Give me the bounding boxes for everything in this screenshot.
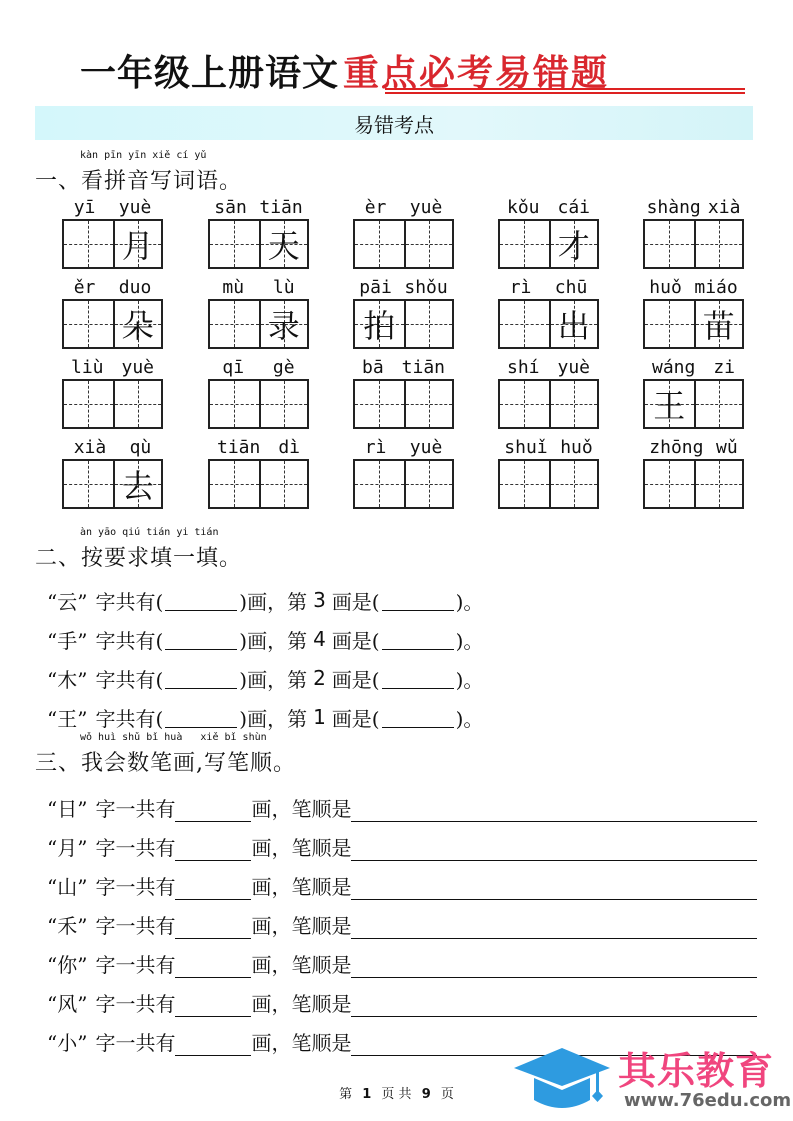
cell-character bbox=[210, 461, 259, 507]
stroke-order-item bbox=[47, 829, 757, 861]
pinyin-word-item bbox=[643, 356, 744, 429]
syllable: rì bbox=[364, 437, 387, 458]
stroke-order-blank[interactable] bbox=[351, 995, 757, 1017]
word-pinyin bbox=[643, 436, 744, 458]
stroke-order-blank[interactable] bbox=[351, 800, 757, 822]
pinyin-word-item bbox=[643, 276, 744, 349]
cell-character bbox=[696, 461, 743, 507]
writing-cell[interactable] bbox=[355, 461, 404, 507]
cell-character: 朵 bbox=[121, 307, 154, 345]
syllable: qī bbox=[222, 357, 245, 378]
syllable: tiān bbox=[401, 357, 445, 378]
page-mid: 页 共 bbox=[381, 1087, 412, 1102]
target-char: “木” bbox=[47, 667, 88, 692]
syllable: xià bbox=[73, 437, 107, 458]
word-pinyin bbox=[643, 276, 744, 298]
word-pinyin bbox=[208, 196, 309, 218]
label-total: 字一共有 bbox=[95, 875, 176, 899]
cell-character bbox=[406, 301, 453, 347]
writing-cell[interactable] bbox=[404, 381, 453, 427]
label-mid: )画，第 bbox=[239, 628, 308, 653]
cell-character bbox=[696, 221, 743, 267]
stroke-index: 3 bbox=[313, 588, 326, 612]
writing-cell[interactable] bbox=[355, 221, 404, 267]
brand-name: 其乐教育 bbox=[618, 1049, 775, 1093]
syllable: xià bbox=[707, 197, 741, 218]
page-suffix: 页 bbox=[440, 1087, 454, 1102]
pinyin-word-item bbox=[498, 196, 599, 269]
tianzige-grid bbox=[643, 299, 744, 349]
tianzige-grid bbox=[208, 299, 309, 349]
fill-in-item bbox=[47, 658, 483, 698]
stroke-count-blank[interactable] bbox=[165, 628, 237, 650]
label-total: 字共有( bbox=[95, 589, 164, 614]
label-total: 字共有( bbox=[95, 628, 164, 653]
stroke-order-item bbox=[47, 790, 757, 822]
tianzige-grid bbox=[643, 219, 744, 269]
syllable: yī bbox=[73, 197, 96, 218]
title-underline bbox=[385, 88, 745, 94]
section3-title: 三、我会数笔画,写笔顺。 bbox=[35, 751, 296, 776]
label-mid: 画，笔顺是 bbox=[251, 914, 352, 938]
section2-heading bbox=[35, 527, 242, 572]
word-pinyin bbox=[62, 276, 163, 298]
writing-cell[interactable] bbox=[645, 381, 694, 427]
word-pinyin bbox=[353, 356, 454, 378]
syllable: shuǐ bbox=[504, 437, 548, 458]
stroke-name-blank[interactable] bbox=[382, 628, 454, 650]
tianzige-grid bbox=[353, 459, 454, 509]
tianzige-grid bbox=[208, 379, 309, 429]
target-char: “王” bbox=[47, 706, 88, 731]
stroke-count-blank[interactable] bbox=[175, 917, 251, 939]
section2-title: 二、按要求填一填。 bbox=[35, 546, 243, 571]
cell-character bbox=[696, 381, 743, 427]
cell-character: 月 bbox=[121, 227, 154, 265]
cell-character: 苗 bbox=[702, 307, 735, 345]
stroke-count-blank[interactable] bbox=[175, 878, 251, 900]
stroke-name-blank[interactable] bbox=[382, 589, 454, 611]
cell-character bbox=[406, 461, 453, 507]
pinyin-word-item bbox=[643, 196, 744, 269]
stroke-count-blank[interactable] bbox=[175, 800, 251, 822]
stroke-order-item bbox=[47, 985, 757, 1017]
label-total: 字一共有 bbox=[95, 836, 176, 860]
writing-cell[interactable] bbox=[113, 381, 162, 427]
syllable: qù bbox=[129, 437, 152, 458]
writing-cell[interactable] bbox=[694, 381, 743, 427]
page-total: 9 bbox=[421, 1087, 431, 1102]
stroke-count-blank[interactable] bbox=[175, 839, 251, 861]
target-char: “云” bbox=[47, 589, 88, 614]
cell-character bbox=[210, 301, 259, 347]
writing-cell[interactable] bbox=[355, 301, 404, 347]
word-pinyin bbox=[353, 436, 454, 458]
subtitle-bar bbox=[35, 106, 753, 140]
syllable: lù bbox=[272, 277, 295, 298]
syllable: huǒ bbox=[649, 277, 682, 298]
writing-cell[interactable] bbox=[113, 461, 162, 507]
pinyin-word-item bbox=[353, 356, 454, 429]
writing-cell[interactable] bbox=[259, 381, 308, 427]
syllable: yuè bbox=[557, 357, 590, 378]
stroke-count-blank[interactable] bbox=[175, 995, 251, 1017]
tianzige-grid bbox=[208, 219, 309, 269]
tianzige-grid bbox=[62, 459, 163, 509]
label-total: 字共有( bbox=[95, 667, 164, 692]
title-grade: 一年级上册语文 bbox=[80, 53, 340, 94]
stroke-count-blank[interactable] bbox=[165, 706, 237, 728]
writing-cell[interactable] bbox=[404, 301, 453, 347]
brand-url: www.76edu.com bbox=[624, 1090, 792, 1111]
word-pinyin bbox=[62, 196, 163, 218]
stroke-order-item bbox=[47, 907, 757, 939]
syllable: pāi bbox=[359, 277, 392, 298]
syllable: wǔ bbox=[716, 437, 738, 458]
label-stroke: 画是( bbox=[331, 667, 380, 692]
stroke-count-blank[interactable] bbox=[175, 1034, 251, 1056]
target-char: “日” bbox=[47, 797, 88, 821]
pinyin-word-item bbox=[353, 436, 454, 509]
syllable: yuè bbox=[121, 357, 154, 378]
word-pinyin bbox=[62, 356, 163, 378]
syllable: wáng bbox=[651, 357, 696, 378]
pinyin-word-item bbox=[208, 276, 309, 349]
label-mid: )画，第 bbox=[239, 667, 308, 692]
syllable: chū bbox=[554, 277, 588, 298]
syllable: tiān bbox=[216, 437, 261, 458]
writing-cell[interactable] bbox=[549, 461, 598, 507]
syllable: liù bbox=[70, 357, 104, 378]
cell-character bbox=[261, 381, 308, 427]
writing-cell[interactable] bbox=[113, 221, 162, 267]
writing-cell[interactable] bbox=[645, 221, 694, 267]
writing-cell[interactable] bbox=[259, 301, 308, 347]
writing-cell[interactable] bbox=[694, 301, 743, 347]
syllable: yuè bbox=[409, 197, 443, 218]
cell-character bbox=[261, 461, 308, 507]
target-char: “月” bbox=[47, 836, 88, 860]
writing-cell[interactable] bbox=[210, 381, 259, 427]
syllable: duo bbox=[118, 277, 152, 298]
word-pinyin bbox=[498, 356, 599, 378]
cell-character bbox=[64, 381, 113, 427]
writing-cell[interactable] bbox=[404, 221, 453, 267]
cell-character bbox=[210, 381, 259, 427]
label-total: 字一共有 bbox=[95, 992, 176, 1016]
cell-character bbox=[551, 461, 598, 507]
stroke-order-item bbox=[47, 868, 757, 900]
writing-cell[interactable] bbox=[210, 221, 259, 267]
label-end: )。 bbox=[455, 706, 484, 731]
title-highlight: 重点必考易错题 bbox=[343, 52, 610, 94]
watermark-logo bbox=[510, 1040, 793, 1121]
word-pinyin bbox=[498, 276, 599, 298]
writing-cell[interactable] bbox=[113, 301, 162, 347]
writing-cell[interactable] bbox=[500, 221, 549, 267]
cell-character bbox=[500, 301, 549, 347]
fill-in-item bbox=[47, 697, 483, 737]
subtitle: 易错考点 bbox=[354, 112, 434, 137]
stroke-order-item bbox=[47, 946, 757, 978]
tianzige-grid bbox=[498, 459, 599, 509]
word-pinyin bbox=[208, 356, 309, 378]
label-end: )。 bbox=[455, 667, 484, 692]
tianzige-grid bbox=[498, 379, 599, 429]
writing-cell[interactable] bbox=[404, 461, 453, 507]
fill-in-item bbox=[47, 580, 483, 620]
cell-character bbox=[645, 221, 694, 267]
cell-character: 天 bbox=[267, 227, 300, 265]
writing-cell[interactable] bbox=[355, 381, 404, 427]
section3-pinyin: wǒ huì shǔ bǐ huà xiě bǐ shùn bbox=[80, 732, 267, 743]
page-current: 1 bbox=[362, 1087, 372, 1102]
tianzige-grid bbox=[353, 219, 454, 269]
syllable: kǒu bbox=[506, 197, 540, 218]
writing-cell[interactable] bbox=[645, 461, 694, 507]
stroke-order-blank[interactable] bbox=[351, 956, 757, 978]
stroke-name-blank[interactable] bbox=[382, 706, 454, 728]
syllable: bā bbox=[361, 357, 384, 378]
stroke-count-blank[interactable] bbox=[165, 667, 237, 689]
label-mid: )画，第 bbox=[239, 589, 308, 614]
label-mid: 画，笔顺是 bbox=[251, 836, 352, 860]
cell-character: 出 bbox=[557, 307, 590, 345]
word-pinyin bbox=[498, 436, 599, 458]
target-char: “禾” bbox=[47, 914, 88, 938]
word-pinyin bbox=[643, 196, 744, 218]
word-pinyin bbox=[643, 356, 744, 378]
section1-heading bbox=[35, 150, 242, 195]
tianzige-grid bbox=[62, 219, 163, 269]
pinyin-word-item bbox=[62, 436, 163, 509]
section1-title: 一、看拼音写词语。 bbox=[35, 169, 243, 194]
label-stroke: 画是( bbox=[331, 589, 380, 614]
syllable: èr bbox=[364, 197, 387, 218]
cell-character bbox=[355, 221, 404, 267]
label-mid: 画，笔顺是 bbox=[251, 797, 352, 821]
syllable: shàng bbox=[646, 197, 701, 218]
cell-character bbox=[645, 461, 694, 507]
pinyin-word-item bbox=[62, 356, 163, 429]
tianzige-grid bbox=[62, 299, 163, 349]
pinyin-word-item bbox=[208, 436, 309, 509]
tianzige-grid bbox=[643, 459, 744, 509]
section2-pinyin: àn yāo qiú tián yi tián bbox=[80, 527, 219, 538]
label-total: 字一共有 bbox=[95, 797, 176, 821]
label-end: )。 bbox=[455, 589, 484, 614]
fill-in-item bbox=[47, 619, 483, 659]
cell-character bbox=[64, 221, 113, 267]
graduation-cap-icon bbox=[512, 1046, 612, 1112]
label-stroke: 画是( bbox=[331, 628, 380, 653]
writing-cell[interactable] bbox=[64, 301, 113, 347]
writing-cell[interactable] bbox=[210, 301, 259, 347]
writing-cell[interactable] bbox=[500, 301, 549, 347]
syllable: zi bbox=[713, 357, 735, 378]
word-pinyin bbox=[208, 276, 309, 298]
label-mid: 画，笔顺是 bbox=[251, 875, 352, 899]
cell-character bbox=[406, 221, 453, 267]
stroke-order-blank[interactable] bbox=[351, 839, 757, 861]
cell-character bbox=[406, 381, 453, 427]
syllable: rì bbox=[509, 277, 532, 298]
label-total: 字一共有 bbox=[95, 953, 176, 977]
stroke-index: 4 bbox=[313, 627, 326, 651]
label-total: 字共有( bbox=[95, 706, 164, 731]
label-mid: 画，笔顺是 bbox=[251, 1031, 352, 1055]
pinyin-word-item bbox=[62, 276, 163, 349]
writing-cell[interactable] bbox=[549, 221, 598, 267]
target-char: “小” bbox=[47, 1031, 88, 1055]
syllable: gè bbox=[272, 357, 295, 378]
label-total: 字一共有 bbox=[95, 1031, 176, 1055]
label-end: )。 bbox=[455, 628, 484, 653]
tianzige-grid bbox=[62, 379, 163, 429]
writing-cell[interactable] bbox=[259, 221, 308, 267]
cell-character: 去 bbox=[121, 467, 154, 505]
word-pinyin bbox=[353, 276, 454, 298]
cell-character bbox=[551, 381, 598, 427]
stroke-index: 2 bbox=[313, 666, 326, 690]
writing-cell[interactable] bbox=[500, 461, 549, 507]
target-char: “山” bbox=[47, 875, 88, 899]
syllable: shí bbox=[506, 357, 540, 378]
writing-cell[interactable] bbox=[259, 461, 308, 507]
cell-character bbox=[210, 221, 259, 267]
pinyin-word-item bbox=[498, 276, 599, 349]
cell-character bbox=[500, 381, 549, 427]
cell-character: 王 bbox=[653, 387, 686, 425]
stroke-count-blank[interactable] bbox=[165, 589, 237, 611]
target-char: “手” bbox=[47, 628, 88, 653]
pinyin-word-item bbox=[208, 356, 309, 429]
writing-cell[interactable] bbox=[500, 381, 549, 427]
stroke-index: 1 bbox=[313, 705, 326, 729]
tianzige-grid bbox=[353, 379, 454, 429]
stroke-order-blank[interactable] bbox=[351, 878, 757, 900]
writing-cell[interactable] bbox=[694, 461, 743, 507]
writing-cell[interactable] bbox=[64, 461, 113, 507]
writing-cell[interactable] bbox=[210, 461, 259, 507]
target-char: “风” bbox=[47, 992, 88, 1016]
cell-character: 才 bbox=[557, 227, 590, 265]
syllable: huǒ bbox=[560, 437, 593, 458]
label-mid: )画，第 bbox=[239, 706, 308, 731]
stroke-count-blank[interactable] bbox=[175, 956, 251, 978]
section1-pinyin: kàn pīn yīn xiě cí yǔ bbox=[80, 150, 207, 161]
page-prefix: 第 bbox=[339, 1087, 353, 1102]
syllable: yuè bbox=[118, 197, 152, 218]
cell-character bbox=[645, 301, 694, 347]
word-pinyin bbox=[208, 436, 309, 458]
cell-character bbox=[64, 301, 113, 347]
pinyin-word-item bbox=[353, 276, 454, 349]
section3-heading bbox=[35, 732, 296, 777]
label-mid: 画，笔顺是 bbox=[251, 992, 352, 1016]
label-stroke: 画是( bbox=[331, 706, 380, 731]
cell-character bbox=[500, 221, 549, 267]
syllable: mù bbox=[222, 277, 245, 298]
word-pinyin bbox=[498, 196, 599, 218]
cell-character: 拍 bbox=[363, 307, 396, 345]
syllable: shǒu bbox=[404, 277, 448, 298]
target-char: “你” bbox=[47, 953, 88, 977]
tianzige-grid bbox=[208, 459, 309, 509]
label-mid: 画，笔顺是 bbox=[251, 953, 352, 977]
stroke-name-blank[interactable] bbox=[382, 667, 454, 689]
word-pinyin bbox=[62, 436, 163, 458]
cell-character bbox=[115, 381, 162, 427]
pinyin-word-item bbox=[62, 196, 163, 269]
label-total: 字一共有 bbox=[95, 914, 176, 938]
cell-character bbox=[64, 461, 113, 507]
writing-cell[interactable] bbox=[64, 221, 113, 267]
syllable: zhōng bbox=[649, 437, 704, 458]
cell-character: 录 bbox=[267, 307, 300, 345]
syllable: tiān bbox=[259, 197, 303, 218]
writing-cell[interactable] bbox=[645, 301, 694, 347]
stroke-order-blank[interactable] bbox=[351, 917, 757, 939]
pinyin-word-item bbox=[498, 356, 599, 429]
tianzige-grid bbox=[498, 299, 599, 349]
syllable: dì bbox=[278, 437, 300, 458]
syllable: ěr bbox=[73, 277, 96, 298]
pinyin-word-item bbox=[643, 436, 744, 509]
tianzige-grid bbox=[353, 299, 454, 349]
cell-character bbox=[500, 461, 549, 507]
cell-character bbox=[355, 461, 404, 507]
writing-cell[interactable] bbox=[694, 221, 743, 267]
writing-cell[interactable] bbox=[64, 381, 113, 427]
pinyin-word-item bbox=[353, 196, 454, 269]
syllable: miáo bbox=[694, 277, 738, 298]
writing-cell[interactable] bbox=[549, 381, 598, 427]
syllable: cái bbox=[557, 197, 590, 218]
syllable: sān bbox=[214, 197, 247, 218]
tianzige-grid bbox=[643, 379, 744, 429]
word-pinyin bbox=[353, 196, 454, 218]
writing-cell[interactable] bbox=[549, 301, 598, 347]
cell-character bbox=[355, 381, 404, 427]
pinyin-word-item bbox=[208, 196, 309, 269]
syllable: yuè bbox=[409, 437, 443, 458]
pinyin-word-item bbox=[498, 436, 599, 509]
tianzige-grid bbox=[498, 219, 599, 269]
